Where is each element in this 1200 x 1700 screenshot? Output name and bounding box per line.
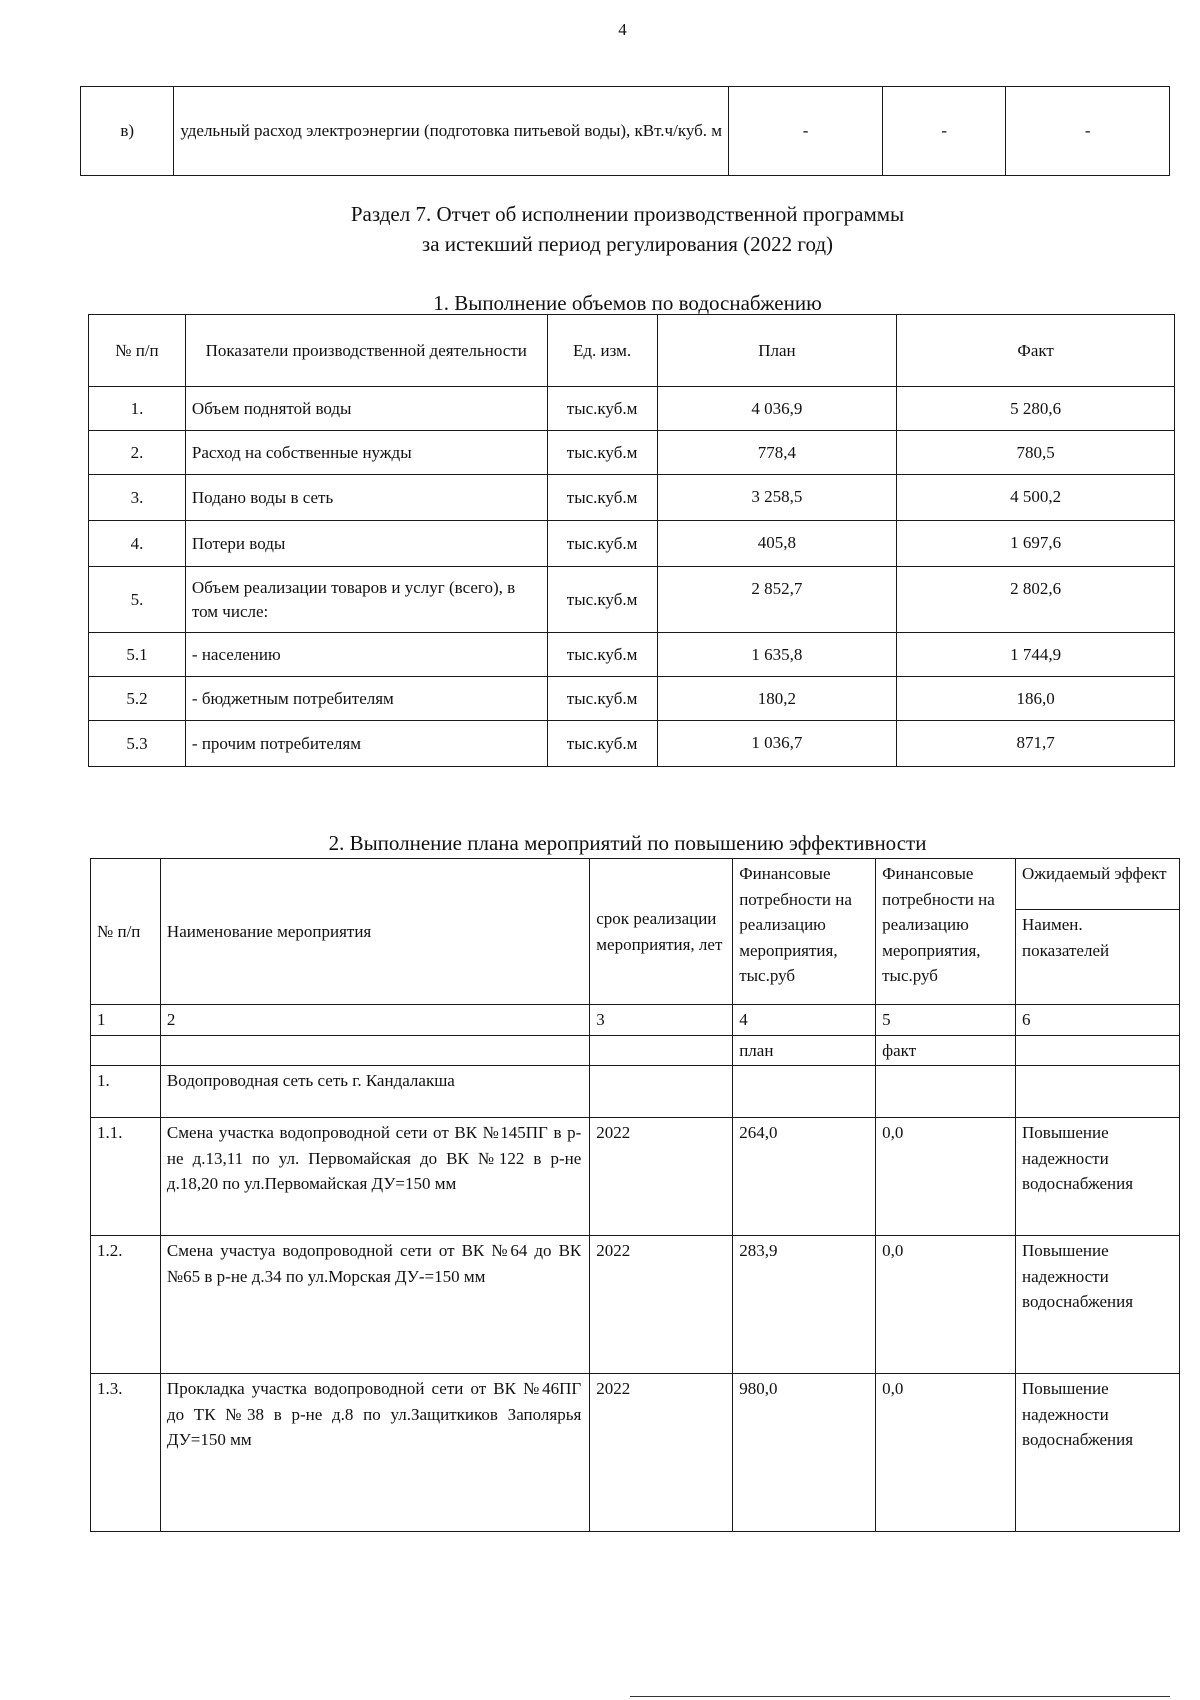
row-fact: 186,0 bbox=[897, 677, 1175, 721]
row-plan: 3 258,5 bbox=[657, 475, 897, 521]
group-num: 1. bbox=[91, 1066, 161, 1118]
row-value-2: - bbox=[882, 87, 1005, 176]
row-name: - населению bbox=[185, 633, 547, 677]
table-row bbox=[89, 721, 1175, 767]
row-name: Смена участуа водопроводной сети от ВК №64 до ВК №65 в р-не д.34 по ул.Морская ДУ-=150 мм bbox=[160, 1236, 589, 1374]
bottom-rule bbox=[630, 1696, 1170, 1697]
header-unit: Ед. изм. bbox=[547, 315, 657, 387]
row-value-1: - bbox=[729, 87, 883, 176]
plan-label: план bbox=[733, 1035, 876, 1066]
row-plan: 2 852,7 bbox=[657, 567, 897, 633]
row-fact: 2 802,6 bbox=[897, 567, 1175, 633]
row-fact: 1 697,6 bbox=[897, 521, 1175, 567]
header-num: № п/п bbox=[89, 315, 186, 387]
row-year: 2022 bbox=[590, 1236, 733, 1374]
table-row bbox=[89, 633, 1175, 677]
row-fact: 780,5 bbox=[897, 431, 1175, 475]
row-unit: тыс.куб.м bbox=[547, 721, 657, 767]
row-unit: тыс.куб.м bbox=[547, 567, 657, 633]
row-letter: в) bbox=[81, 87, 174, 176]
row-plan: 1 635,8 bbox=[657, 633, 897, 677]
row-plan: 4 036,9 bbox=[657, 387, 897, 431]
water-supply-volumes-table bbox=[88, 314, 1175, 767]
row-year: 2022 bbox=[590, 1374, 733, 1532]
empty-cell bbox=[733, 1066, 876, 1118]
section-title bbox=[0, 199, 1200, 260]
header-indicator: Показатели производственной деятельности bbox=[185, 315, 547, 387]
col-number: 4 bbox=[733, 1005, 876, 1036]
table-header-row bbox=[89, 315, 1175, 387]
row-plan: 180,2 bbox=[657, 677, 897, 721]
empty-cell bbox=[590, 1035, 733, 1066]
row-name: Подано воды в сеть bbox=[185, 475, 547, 521]
header-plan: План bbox=[657, 315, 897, 387]
row-fact: 5 280,6 bbox=[897, 387, 1175, 431]
row-fact: 0,0 bbox=[876, 1118, 1016, 1236]
header-effect: Ожидаемый эффект bbox=[1016, 859, 1180, 910]
fact-label: факт bbox=[876, 1035, 1016, 1066]
table-row bbox=[91, 1374, 1180, 1532]
row-unit: тыс.куб.м bbox=[547, 521, 657, 567]
row-num: 5.2 bbox=[89, 677, 186, 721]
empty-cell bbox=[590, 1066, 733, 1118]
row-unit: тыс.куб.м bbox=[547, 387, 657, 431]
row-num: 1.2. bbox=[91, 1236, 161, 1374]
table2-title: 2. Выполнение плана мероприятий по повышению эффективности bbox=[328, 831, 927, 855]
row-year: 2022 bbox=[590, 1118, 733, 1236]
row-name: Объем реализации товаров и услуг (всего), в том числе: bbox=[185, 567, 547, 633]
row-fact: 0,0 bbox=[876, 1236, 1016, 1374]
row-num: 3. bbox=[89, 475, 186, 521]
row-plan: 980,0 bbox=[733, 1374, 876, 1532]
row-fact: 871,7 bbox=[897, 721, 1175, 767]
empty-cell bbox=[876, 1066, 1016, 1118]
table-row bbox=[89, 387, 1175, 431]
header-num: № п/п bbox=[91, 859, 161, 1005]
row-value-3: - bbox=[1006, 87, 1170, 176]
row-unit: тыс.куб.м bbox=[547, 431, 657, 475]
table-row bbox=[89, 677, 1175, 721]
empty-cell bbox=[1016, 1035, 1180, 1066]
empty-cell bbox=[160, 1035, 589, 1066]
row-unit: тыс.куб.м bbox=[547, 677, 657, 721]
row-num: 5. bbox=[89, 567, 186, 633]
row-name: - прочим потребителям bbox=[185, 721, 547, 767]
row-num: 1.3. bbox=[91, 1374, 161, 1532]
table-row bbox=[91, 1118, 1180, 1236]
section-title-line-1: Раздел 7. Отчет об исполнении производственной программы bbox=[350, 202, 905, 226]
row-num: 5.3 bbox=[89, 721, 186, 767]
table-row bbox=[81, 87, 1170, 176]
header-effect-sub: Наимен. показателей bbox=[1016, 910, 1180, 1005]
col-number: 5 bbox=[876, 1005, 1016, 1036]
row-effect: Повышение надежности водоснабжения bbox=[1016, 1118, 1180, 1236]
table-row bbox=[89, 475, 1175, 521]
continued-table-row bbox=[80, 86, 1170, 176]
row-unit: тыс.куб.м bbox=[547, 633, 657, 677]
efficiency-measures-table bbox=[90, 858, 1180, 1532]
header-fact: Факт bbox=[897, 315, 1175, 387]
plan-fact-row bbox=[91, 1035, 1180, 1066]
row-fact: 4 500,2 bbox=[897, 475, 1175, 521]
row-num: 2. bbox=[89, 431, 186, 475]
row-plan: 283,9 bbox=[733, 1236, 876, 1374]
row-plan: 264,0 bbox=[733, 1118, 876, 1236]
row-name: Потери воды bbox=[185, 521, 547, 567]
row-plan: 1 036,7 bbox=[657, 721, 897, 767]
table-row bbox=[89, 431, 1175, 475]
section-title-line-2: за истекший период регулирования (2022 год) bbox=[421, 232, 834, 257]
group-row bbox=[91, 1066, 1180, 1118]
col-number: 6 bbox=[1016, 1005, 1180, 1036]
row-name: Прокладка участка водопроводной сети от ВК №46ПГ до ТК №38 в р-не д.8 по ул.Защиткиков Заполярья ДУ=150 мм bbox=[160, 1374, 589, 1532]
row-label: удельный расход электроэнергии (подготовка питьевой воды), кВт.ч/куб. м bbox=[174, 87, 729, 176]
row-name: Объем поднятой воды bbox=[185, 387, 547, 431]
page-number: 4 bbox=[618, 20, 627, 39]
row-name: - бюджетным потребителям bbox=[185, 677, 547, 721]
row-plan: 778,4 bbox=[657, 431, 897, 475]
row-num: 5.1 bbox=[89, 633, 186, 677]
table-row bbox=[89, 567, 1175, 633]
header-name: Наименование мероприятия bbox=[160, 859, 589, 1005]
row-plan: 405,8 bbox=[657, 521, 897, 567]
group-name: Водопроводная сеть сеть г. Кандалакша bbox=[160, 1066, 589, 1118]
table1-title: 1. Выполнение объемов по водоснабжению bbox=[433, 291, 822, 315]
table-row bbox=[91, 1236, 1180, 1374]
row-effect: Повышение надежности водоснабжения bbox=[1016, 1236, 1180, 1374]
row-name: Смена участка водопроводной сети от ВК №145ПГ в р-не д.13,11 по ул. Первомайская до ВК №122 в р-не д.18,20 по ул.Первомайская ДУ=150 мм bbox=[160, 1118, 589, 1236]
col-number: 2 bbox=[160, 1005, 589, 1036]
empty-cell bbox=[91, 1035, 161, 1066]
row-num: 4. bbox=[89, 521, 186, 567]
table-header-row bbox=[91, 859, 1180, 910]
row-effect: Повышение надежности водоснабжения bbox=[1016, 1374, 1180, 1532]
header-fin-plan: Финансовые потребности на реализацию мероприятия, тыс.руб bbox=[733, 859, 876, 1005]
column-number-row bbox=[91, 1005, 1180, 1036]
row-fact: 0,0 bbox=[876, 1374, 1016, 1532]
col-number: 3 bbox=[590, 1005, 733, 1036]
table-row bbox=[89, 521, 1175, 567]
row-fact: 1 744,9 bbox=[897, 633, 1175, 677]
row-name: Расход на собственные нужды bbox=[185, 431, 547, 475]
col-number: 1 bbox=[91, 1005, 161, 1036]
row-unit: тыс.куб.м bbox=[547, 475, 657, 521]
empty-cell bbox=[1016, 1066, 1180, 1118]
row-num: 1. bbox=[89, 387, 186, 431]
row-num: 1.1. bbox=[91, 1118, 161, 1236]
header-term: срок реализации мероприятия, лет bbox=[590, 859, 733, 1005]
header-fin-fact: Финансовые потребности на реализацию мероприятия, тыс.руб bbox=[876, 859, 1016, 1005]
